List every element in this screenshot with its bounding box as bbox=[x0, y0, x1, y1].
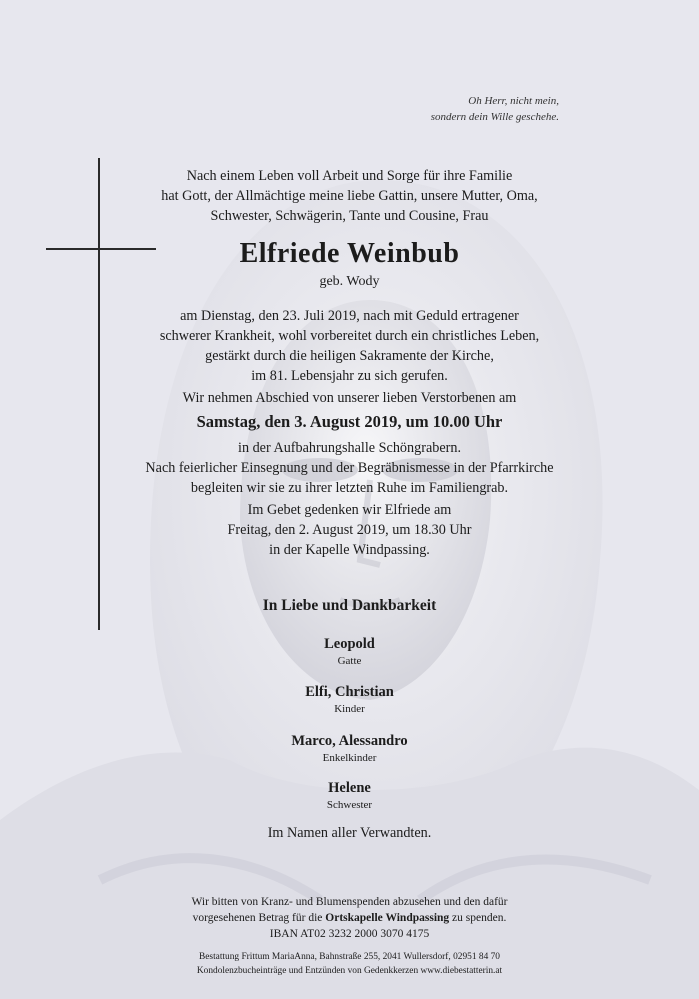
mourner-relation: Enkelkinder bbox=[322, 752, 377, 764]
funeral-text: in der Aufbahrungshalle Schöngrabern. Nach feierlicher Einsegnung und der Begräbnismesse in der Pfarrkirche begleiten wir sie zu ihrer letzten Ruhe im Familiengrab. bbox=[145, 440, 554, 496]
thanks-heading: In Liebe und Dankbarkeit bbox=[262, 597, 437, 614]
footer: Bestattung Frittum MariaAnna, Bahnstraße 255, 2041 Wullersdorf, 02951 84 70 Kondolenzbucheinträge und Entzünden von Gedenkkerzen www.diebestatterin.at bbox=[196, 952, 503, 976]
funeral-date: Samstag, den 3. August 2019, um 10.00 Uhr bbox=[196, 412, 503, 431]
maiden-name: geb. Wody bbox=[319, 274, 380, 289]
prayer-text: Im Gebet gedenken wir Elfriede am Freitag, den 2. August 2019, um 18.30 Uhr in der Kapelle Windpassing. bbox=[227, 502, 472, 558]
mourner-relation: Kinder bbox=[334, 703, 365, 715]
donation-notice: Wir bitten von Kranz- und Blumenspenden abzusehen und den dafür vorgesehenen Betrag für die Ortskapelle Windpassing zu spenden. IBAN AT02 3232 2000 3070 4175 bbox=[0, 894, 699, 942]
intro-text: Nach einem Leben voll Arbeit und Sorge für ihre Familie hat Gott, der Allmächtige meine liebe Gattin, unsere Mutter, Oma, Schwester, Schwägerin, Tante und Cousine, Frau bbox=[161, 168, 538, 224]
relatives-line: Im Namen aller Verwandten. bbox=[267, 825, 432, 841]
mourner-name: Leopold bbox=[324, 636, 375, 652]
mourner-name: Marco, Alessandro bbox=[291, 733, 408, 749]
motto-quote: Oh Herr, nicht mein, sondern dein Wille geschehe. bbox=[430, 95, 559, 123]
mourner-relation: Gatte bbox=[337, 655, 362, 667]
death-text: am Dienstag, den 23. Juli 2019, nach mit Geduld ertragener schwerer Krankheit, wohl vorbereitet durch ein christliches Leben, gestärkt durch die heiligen Sakramente der Kirche, im 81. Lebensjahr zu sich gerufen. bbox=[159, 308, 540, 384]
mourner-name: Helene bbox=[328, 780, 371, 796]
deceased-name: Elfriede Weinbub bbox=[239, 238, 460, 269]
mourner-relation: Schwester bbox=[326, 799, 373, 811]
mourner-name: Elfi, Christian bbox=[305, 684, 394, 700]
farewell-intro: Wir nehmen Abschied von unserer lieben Verstorbenen am bbox=[182, 390, 517, 406]
iban: IBAN AT02 3232 2000 3070 4175 bbox=[269, 928, 430, 940]
